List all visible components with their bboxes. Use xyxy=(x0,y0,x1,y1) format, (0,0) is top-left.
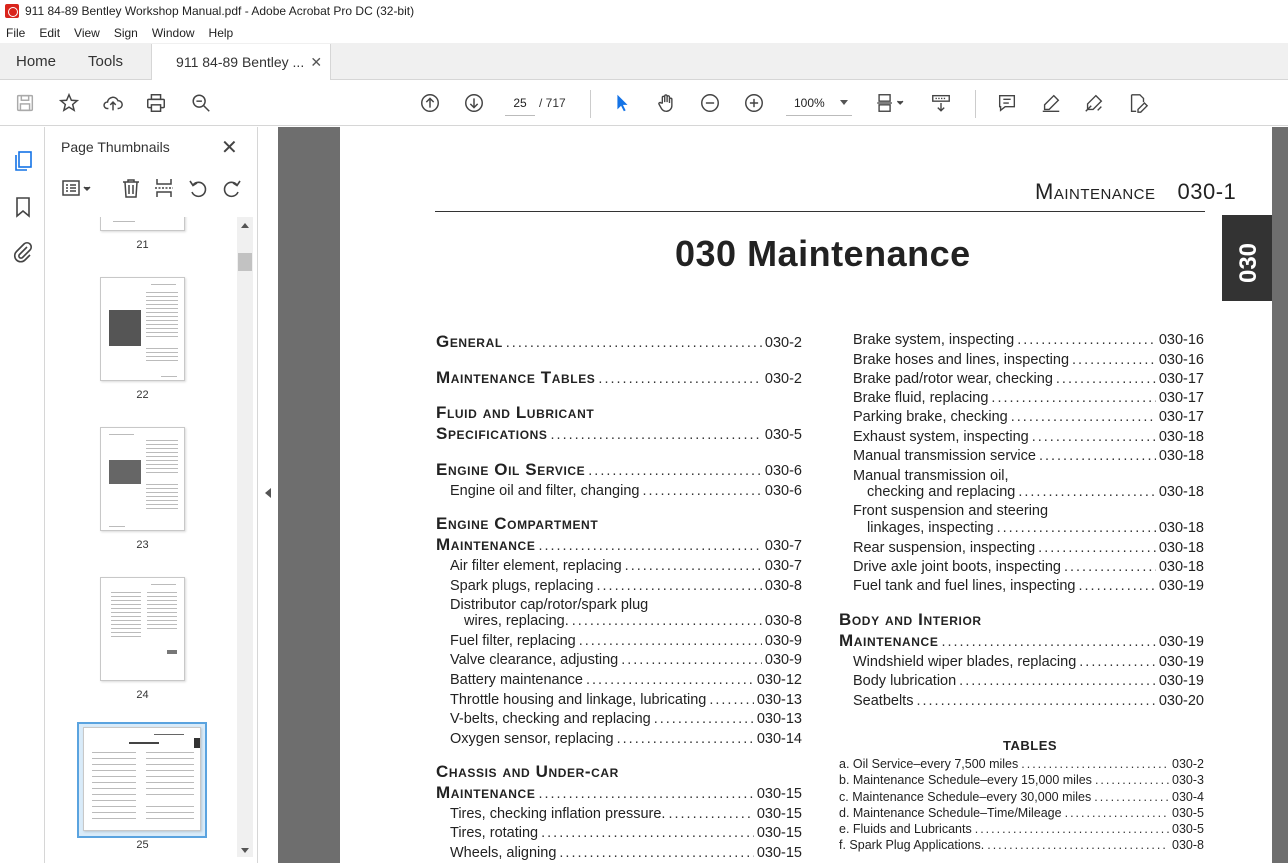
toc-page-ref: 030-15 xyxy=(756,825,802,841)
toc-section-entry[interactable] xyxy=(436,368,802,388)
toc-page-ref: 030-18 xyxy=(1158,484,1204,500)
insert-page-icon[interactable] xyxy=(153,177,175,199)
toc-entry-title: Fuel tank and fuel lines, inspecting xyxy=(853,578,1076,594)
menu-edit[interactable]: Edit xyxy=(39,25,61,40)
menu-window[interactable]: Window xyxy=(151,25,195,40)
toc-page-ref: 030-19 xyxy=(1158,673,1204,689)
toc-page-ref: 030-14 xyxy=(756,731,802,747)
toc-entry-title: Fuel filter, replacing xyxy=(450,633,576,649)
tab-document[interactable] xyxy=(151,44,331,80)
toc-entry-title: V-belts, checking and replacing xyxy=(450,711,651,727)
toc-entry[interactable] xyxy=(450,578,802,594)
toc-entry-line: Distributor cap/rotor/spark plug xyxy=(450,597,649,613)
table-list-entry[interactable] xyxy=(839,790,1204,804)
tab-document-label: 911 84-89 Bentley ... xyxy=(176,54,305,70)
toc-entry[interactable] xyxy=(853,429,1204,445)
toc-entry[interactable] xyxy=(450,806,802,822)
toc-leader-dots xyxy=(579,633,762,649)
zoom-value: 100% xyxy=(794,95,825,110)
collapse-panel-icon[interactable] xyxy=(265,488,271,498)
toc-leader-dots xyxy=(1094,790,1169,804)
table-list-title: c. Maintenance Schedule–every 30,000 miles xyxy=(839,790,1092,804)
select-cursor-icon[interactable] xyxy=(610,91,634,115)
toc-entry-title: Oxygen sensor, replacing xyxy=(450,731,614,747)
acrobat-icon xyxy=(5,4,19,18)
toc-leader-dots xyxy=(1065,806,1169,820)
edit-pdf-icon[interactable] xyxy=(1126,91,1150,115)
toc-entry-title: Maintenance Tables xyxy=(436,368,596,387)
toc-section-heading: Body and Interior xyxy=(839,610,982,629)
tab-tools[interactable]: Tools xyxy=(88,52,124,70)
zoom-select[interactable] xyxy=(786,90,852,116)
toc-page-ref: 030-9 xyxy=(764,652,802,668)
menu-file[interactable]: File xyxy=(6,25,26,40)
table-list-page-ref: 030-2 xyxy=(1172,757,1204,771)
scrollbar-thumb[interactable] xyxy=(238,253,252,271)
toc-leader-dots xyxy=(541,825,754,841)
toc-page-ref: 030-20 xyxy=(1158,693,1204,709)
page-thumbnail[interactable] xyxy=(100,427,185,531)
thumbnail-page-number: 24 xyxy=(136,689,149,701)
running-head xyxy=(1035,179,1236,205)
thumbnail-page-number: 25 xyxy=(136,839,149,851)
rotate-clockwise-icon[interactable] xyxy=(221,177,243,199)
toc-leader-dots xyxy=(959,673,1156,689)
chapter-title: 030 Maintenance xyxy=(675,233,971,274)
toc-entry-title: General xyxy=(436,332,503,351)
toc-page-ref: 030-18 xyxy=(1158,559,1204,575)
toc-entry-title: Tires, checking inflation pressure. xyxy=(450,806,666,822)
toc-entry-title: Manual transmission service xyxy=(853,448,1036,464)
running-head-page: 030-1 xyxy=(1177,179,1237,204)
title-bar xyxy=(0,0,1288,22)
rotate-counterclockwise-icon[interactable] xyxy=(187,177,209,199)
toc-page-ref: 030-13 xyxy=(756,711,802,727)
toc-page-ref: 030-15 xyxy=(756,845,802,861)
page-thumbnail-current[interactable] xyxy=(83,727,201,831)
delete-page-icon[interactable] xyxy=(120,177,142,199)
upload-cloud-icon[interactable] xyxy=(101,91,125,115)
toc-section-entry[interactable] xyxy=(436,460,802,480)
scroll-mode-icon[interactable] xyxy=(929,91,953,115)
toc-leader-dots xyxy=(668,806,753,822)
table-list-page-ref: 030-8 xyxy=(1172,838,1204,852)
toc-entry-title: Windshield wiper blades, replacing xyxy=(853,654,1077,670)
toc-entry-title: Battery maintenance xyxy=(450,672,583,688)
toc-leader-dots xyxy=(586,672,754,688)
toc-entry-line: Front suspension and steering xyxy=(853,503,1049,519)
pdf-page xyxy=(340,127,1272,863)
toc-entry[interactable] xyxy=(867,520,1204,536)
toc-entry-title: Maintenance xyxy=(436,535,536,554)
table-list-page-ref: 030-5 xyxy=(1172,822,1204,836)
toc-entry-title: Exhaust system, inspecting xyxy=(853,429,1029,445)
thumbnail-page-number: 21 xyxy=(136,239,149,251)
toc-entry-title: Engine oil and filter, changing xyxy=(450,483,640,499)
toc-leader-dots xyxy=(1032,429,1156,445)
toc-entry-title: Spark plugs, replacing xyxy=(450,578,594,594)
zoom-search-icon[interactable] xyxy=(189,91,213,115)
toc-leader-dots xyxy=(997,520,1156,536)
toc-entry[interactable] xyxy=(853,352,1204,368)
toc-entry[interactable] xyxy=(853,332,1204,348)
toc-entry[interactable] xyxy=(450,483,802,499)
thumbnail-options-icon[interactable] xyxy=(61,177,93,199)
toc-leader-dots xyxy=(1079,654,1156,670)
toc-page-ref: 030-18 xyxy=(1158,520,1204,536)
toc-entry[interactable] xyxy=(450,825,802,841)
toc-leader-dots xyxy=(538,538,761,554)
toc-page-ref: 030-5 xyxy=(764,427,802,443)
toc-leader-dots xyxy=(975,822,1169,836)
toc-page-ref: 030-9 xyxy=(764,633,802,649)
toc-leader-dots xyxy=(621,652,762,668)
bookmark-star-icon[interactable] xyxy=(57,91,81,115)
toc-page-ref: 030-17 xyxy=(1158,409,1204,425)
table-list-title: a. Oil Service–every 7,500 miles xyxy=(839,757,1019,771)
toc-page-ref: 030-13 xyxy=(756,692,802,708)
zoom-out-icon[interactable] xyxy=(698,91,722,115)
toc-leader-dots xyxy=(941,634,1155,650)
toc-entry[interactable] xyxy=(450,731,802,747)
toc-leader-dots xyxy=(559,845,753,861)
toc-entry-title: Air filter element, replacing xyxy=(450,558,622,574)
toc-entry-title: Throttle housing and linkage, lubricating xyxy=(450,692,707,708)
close-panel-icon[interactable]: ✕ xyxy=(221,137,238,159)
thumbnail-tools xyxy=(45,171,258,205)
toc-leader-dots xyxy=(916,693,1155,709)
toc-section-entry[interactable] xyxy=(436,332,802,352)
print-icon[interactable] xyxy=(144,91,168,115)
toc-leader-dots xyxy=(1018,484,1156,500)
thumbnail-page-number: 23 xyxy=(136,539,149,551)
toc-leader-dots xyxy=(596,578,761,594)
panel-title: Page Thumbnails xyxy=(61,139,170,155)
zoom-in-icon[interactable] xyxy=(742,91,766,115)
toc-entry[interactable] xyxy=(853,693,1204,709)
toc-leader-dots xyxy=(1011,409,1156,425)
page-thumbnails-panel xyxy=(45,127,258,863)
toc-leader-dots xyxy=(709,692,754,708)
toc-page-ref: 030-6 xyxy=(764,483,802,499)
toc-entry[interactable] xyxy=(450,711,802,727)
toc-entry-title: Rear suspension, inspecting xyxy=(853,540,1036,556)
toc-leader-dots xyxy=(642,483,761,499)
scroll-down-icon[interactable] xyxy=(241,848,249,853)
toc-entry[interactable] xyxy=(853,448,1204,464)
toolbar xyxy=(0,80,1288,126)
toc-page-ref: 030-17 xyxy=(1158,371,1204,387)
side-tab-label: 030 xyxy=(1235,242,1262,284)
bookmarks-icon[interactable] xyxy=(11,195,35,219)
toc-page-ref: 030-15 xyxy=(756,806,802,822)
toc-page-ref: 030-18 xyxy=(1158,429,1204,445)
toc-entry-title: wires, replacing. xyxy=(464,613,569,629)
page-thumbnail[interactable] xyxy=(100,577,185,681)
toc-entry[interactable] xyxy=(853,578,1204,594)
toc-page-ref: 030-19 xyxy=(1158,634,1204,650)
toc-leader-dots xyxy=(1064,559,1156,575)
toc-page-ref: 030-8 xyxy=(764,578,802,594)
toc-entry-title: Tires, rotating xyxy=(450,825,539,841)
toc-page-ref: 030-19 xyxy=(1158,578,1204,594)
toc-leader-dots xyxy=(572,613,762,629)
toc-entry[interactable] xyxy=(450,633,802,649)
toc-section-heading: Chassis and Under-car xyxy=(436,762,619,781)
toc-entry-title: Parking brake, checking xyxy=(853,409,1008,425)
toc-leader-dots xyxy=(617,731,754,747)
sign-pen-icon[interactable] xyxy=(1082,91,1106,115)
tab-close-icon[interactable]: ✕ xyxy=(310,53,323,70)
toc-entry-title: checking and replacing xyxy=(867,484,1016,500)
table-list-entry[interactable] xyxy=(839,806,1204,820)
toc-page-ref: 030-7 xyxy=(764,558,802,574)
chevron-down-icon xyxy=(840,100,848,105)
tab-bar xyxy=(0,43,1288,80)
toc-leader-dots xyxy=(991,390,1155,406)
toc-entry-title: Body lubrication xyxy=(853,673,957,689)
toc-page-ref: 030-16 xyxy=(1158,332,1204,348)
toc-entry[interactable] xyxy=(450,558,802,574)
toc-section-heading: Fluid and Lubricant xyxy=(436,403,595,422)
toc-entry[interactable] xyxy=(853,409,1204,425)
toc-page-ref: 030-15 xyxy=(756,786,802,802)
toc-leader-dots xyxy=(1072,352,1156,368)
toc-entry[interactable] xyxy=(450,652,802,668)
page-thumbnail[interactable] xyxy=(100,277,185,381)
toc-leader-dots xyxy=(1039,448,1156,464)
window-title: 911 84-89 Bentley Workshop Manual.pdf - Adobe Acrobat Pro DC (32-bit) xyxy=(25,4,415,18)
toc-page-ref: 030-12 xyxy=(756,672,802,688)
toc-entry[interactable] xyxy=(853,673,1204,689)
page-thumbnail[interactable] xyxy=(100,217,185,231)
toc-entry-title: linkages, inspecting xyxy=(867,520,994,536)
page-number-input[interactable]: 25 xyxy=(505,90,535,116)
attachment-paperclip-icon[interactable] xyxy=(11,240,35,264)
toc-page-ref: 030-17 xyxy=(1158,390,1204,406)
toc-page-ref: 030-7 xyxy=(764,538,802,554)
toc-leader-dots xyxy=(987,838,1169,852)
toc-page-ref: 030-16 xyxy=(1158,352,1204,368)
toc-entry-title: Seatbelts xyxy=(853,693,914,709)
save-icon[interactable] xyxy=(13,91,37,115)
toc-entry-title: Brake hoses and lines, inspecting xyxy=(853,352,1070,368)
table-list-title: e. Fluids and Lubricants xyxy=(839,822,972,836)
table-list-title: b. Maintenance Schedule–every 15,000 miles xyxy=(839,773,1092,787)
toc-entry-title: Valve clearance, adjusting xyxy=(450,652,619,668)
toc-entry[interactable] xyxy=(450,692,802,708)
chapter-side-tab xyxy=(1222,215,1272,301)
table-list-entry[interactable] xyxy=(839,773,1204,787)
thumbnail-list xyxy=(45,217,237,863)
toc-entry-line: Manual transmission oil, xyxy=(853,468,1009,484)
next-page-icon[interactable] xyxy=(462,91,486,115)
toc-entry[interactable] xyxy=(853,654,1204,670)
tab-home[interactable]: Home xyxy=(16,52,57,70)
toc-entry[interactable] xyxy=(853,371,1204,387)
toc-section-entry[interactable] xyxy=(436,535,802,555)
toc-leader-dots xyxy=(1056,371,1156,387)
toc-leader-dots xyxy=(1021,757,1169,771)
toc-leader-dots xyxy=(598,371,761,387)
toc-entry-title: Brake pad/rotor wear, checking xyxy=(853,371,1053,387)
highlight-pen-icon[interactable] xyxy=(1039,91,1063,115)
previous-page-icon[interactable] xyxy=(418,91,442,115)
table-list-page-ref: 030-5 xyxy=(1172,806,1204,820)
toc-section-entry[interactable] xyxy=(839,631,1204,651)
toolbar-divider xyxy=(590,90,591,118)
panel-collapse-strip xyxy=(258,127,278,863)
menu-bar xyxy=(0,22,1288,43)
toc-entry-title: Specifications xyxy=(436,424,548,443)
toc-leader-dots xyxy=(625,558,762,574)
menu-view[interactable]: View xyxy=(74,25,100,40)
toc-page-ref: 030-19 xyxy=(1158,654,1204,670)
toc-section-heading: Engine Compartment xyxy=(436,514,599,533)
toc-page-ref: 030-8 xyxy=(764,613,802,629)
toc-page-ref: 030-18 xyxy=(1158,448,1204,464)
toc-leader-dots xyxy=(551,427,762,443)
page-thumbnails-icon[interactable] xyxy=(11,149,35,173)
table-list-entry[interactable] xyxy=(839,757,1204,771)
toc-leader-dots xyxy=(1017,332,1156,348)
table-list-title: f. Spark Plug Applications. xyxy=(839,838,985,852)
header-rule xyxy=(435,211,1205,212)
tables-heading: TABLES xyxy=(1003,738,1058,753)
table-list-entry[interactable] xyxy=(839,822,1204,836)
toc-entry-title: Wheels, aligning xyxy=(450,845,557,861)
toc-section-entry[interactable] xyxy=(436,783,802,803)
toc-entry[interactable] xyxy=(853,390,1204,406)
toc-page-ref: 030-6 xyxy=(764,463,802,479)
page-fit-icon[interactable] xyxy=(874,91,908,115)
thumbnail-scrollbar[interactable] xyxy=(237,217,253,857)
page-total: / 717 xyxy=(539,96,566,110)
toc-entry[interactable] xyxy=(450,672,802,688)
toc-page-ref: 030-18 xyxy=(1158,540,1204,556)
toc-leader-dots xyxy=(506,335,762,351)
toc-entry-title: Brake fluid, replacing xyxy=(853,390,989,406)
toc-entry-title: Engine Oil Service xyxy=(436,460,586,479)
toc-entry[interactable] xyxy=(853,540,1204,556)
toc-page-ref: 030-2 xyxy=(764,371,802,387)
toc-entry[interactable] xyxy=(853,559,1204,575)
toc-entry-title: Maintenance xyxy=(436,783,536,802)
toc-entry[interactable] xyxy=(450,845,802,861)
toc-entry-title: Drive axle joint boots, inspecting xyxy=(853,559,1061,575)
table-list-page-ref: 030-3 xyxy=(1172,773,1204,787)
table-list-title: d. Maintenance Schedule–Time/Mileage xyxy=(839,806,1062,820)
toc-leader-dots xyxy=(654,711,754,727)
scroll-up-icon[interactable] xyxy=(241,223,249,228)
comment-icon[interactable] xyxy=(995,91,1019,115)
hand-tool-icon[interactable] xyxy=(654,91,678,115)
thumbnail-page-number: 22 xyxy=(136,389,149,401)
toc-leader-dots xyxy=(588,463,762,479)
left-navigation-rail xyxy=(0,127,45,863)
toc-leader-dots xyxy=(538,786,753,802)
toc-entry[interactable] xyxy=(867,484,1204,500)
toc-leader-dots xyxy=(1095,773,1169,787)
table-list-entry[interactable] xyxy=(839,838,1204,852)
menu-sign[interactable]: Sign xyxy=(113,25,138,40)
document-viewport[interactable] xyxy=(278,127,1288,863)
toc-leader-dots xyxy=(1038,540,1156,556)
menu-help[interactable]: Help xyxy=(208,25,234,40)
toc-leader-dots xyxy=(1078,578,1155,594)
toolbar-divider xyxy=(975,90,976,118)
table-list-page-ref: 030-4 xyxy=(1172,790,1204,804)
running-head-title: Maintenance xyxy=(1035,179,1156,204)
toc-entry[interactable] xyxy=(464,613,802,629)
toc-page-ref: 030-2 xyxy=(764,335,802,351)
toc-entry-title: Maintenance xyxy=(839,631,939,650)
toc-section-entry[interactable] xyxy=(436,424,802,444)
toc-entry-title: Brake system, inspecting xyxy=(853,332,1015,348)
